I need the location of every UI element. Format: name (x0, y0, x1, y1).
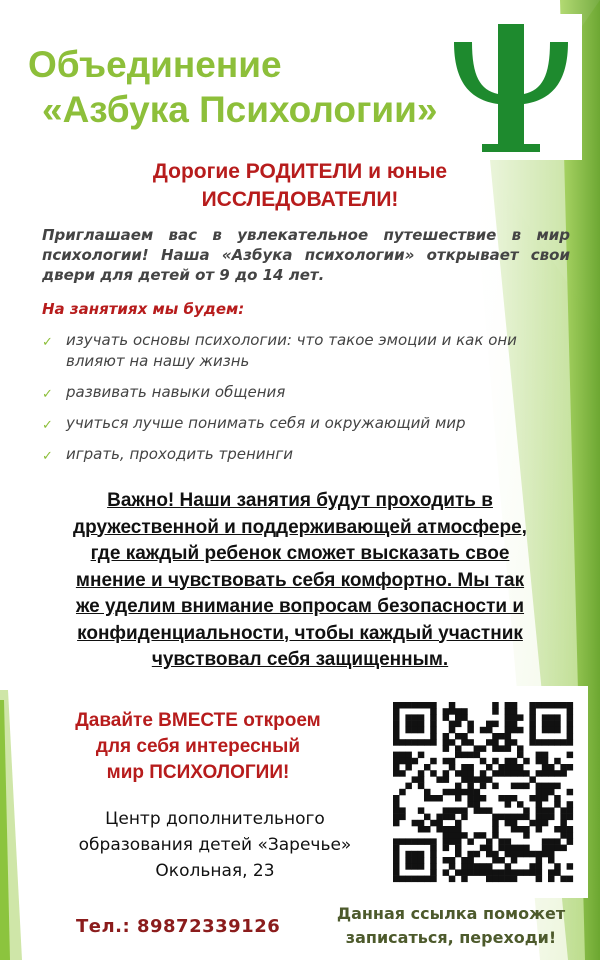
important-line: конфиденциальности, чтобы каждый участник (77, 622, 523, 644)
list-item: ✓ играть, проходить тренинги (42, 444, 572, 465)
address-line-3: Окольная, 23 (155, 861, 275, 881)
qr-code-box[interactable] (378, 686, 588, 898)
checkmark-icon: ✓ (42, 387, 53, 402)
cta-line-2: для себя интересный (95, 736, 301, 757)
qr-note-line-2: записаться, переходи! (345, 928, 557, 947)
phone-number: Тел.: 89872339126 (76, 916, 281, 937)
list-item: ✓ изучать основы психологии: что такое эмоции и как они влияют на нашу жизнь (42, 331, 517, 370)
greeting-heading (120, 158, 480, 214)
qr-note (306, 902, 596, 950)
important-line: Важно! Наши занятия будут проходить в (107, 490, 493, 511)
cta-line-3: мир ПСИХОЛОГИИ! (106, 762, 290, 783)
important-line: чувствовал себя защищенным. (151, 649, 449, 670)
intro-paragraph: Приглашаем вас в увлекательное путешествие в мир психологии! Наша «Азбука психологии» открывает свои двери для детей от 9 до 14 лет. (42, 226, 570, 284)
important-notice (20, 488, 580, 674)
activities-list (42, 330, 572, 475)
important-line: дружественной и поддерживающей атмосфере, (73, 516, 527, 538)
call-to-action (48, 708, 348, 786)
cta-line-1: Давайте ВМЕСТЕ откроем (75, 710, 321, 731)
activities-heading: На занятиях мы будем: (42, 300, 245, 318)
list-item: ✓ развивать навыки общения (42, 382, 572, 403)
title-line-2: «Азбука Психологии» (42, 89, 438, 130)
checkmark-icon: ✓ (42, 449, 53, 464)
checkmark-icon: ✓ (42, 335, 53, 350)
important-line: же уделим внимание вопросам безопасности и (75, 596, 525, 617)
greeting-line-2: ИССЛЕДОВАТЕЛИ! (201, 188, 399, 211)
important-line: мнение и чувствовать себя комфортно. Мы так (75, 569, 525, 591)
title-line-1: Объединение (28, 44, 282, 85)
address-line-2: образования детей «Заречье» (78, 835, 352, 855)
important-line: где каждый ребенок сможет высказать свое (90, 543, 510, 564)
qr-note-line-1: Данная ссылка поможет (336, 904, 566, 923)
greeting-line-1: Дорогие РОДИТЕЛИ и юные (152, 160, 448, 183)
page-title (28, 42, 508, 132)
checkmark-icon: ✓ (42, 418, 53, 433)
address-line-1: Центр дополнительного (105, 809, 325, 829)
qr-code-icon[interactable] (378, 686, 588, 898)
list-item: ✓ учиться лучше понимать себя и окружающий мир (42, 413, 572, 434)
address-block (40, 806, 390, 884)
